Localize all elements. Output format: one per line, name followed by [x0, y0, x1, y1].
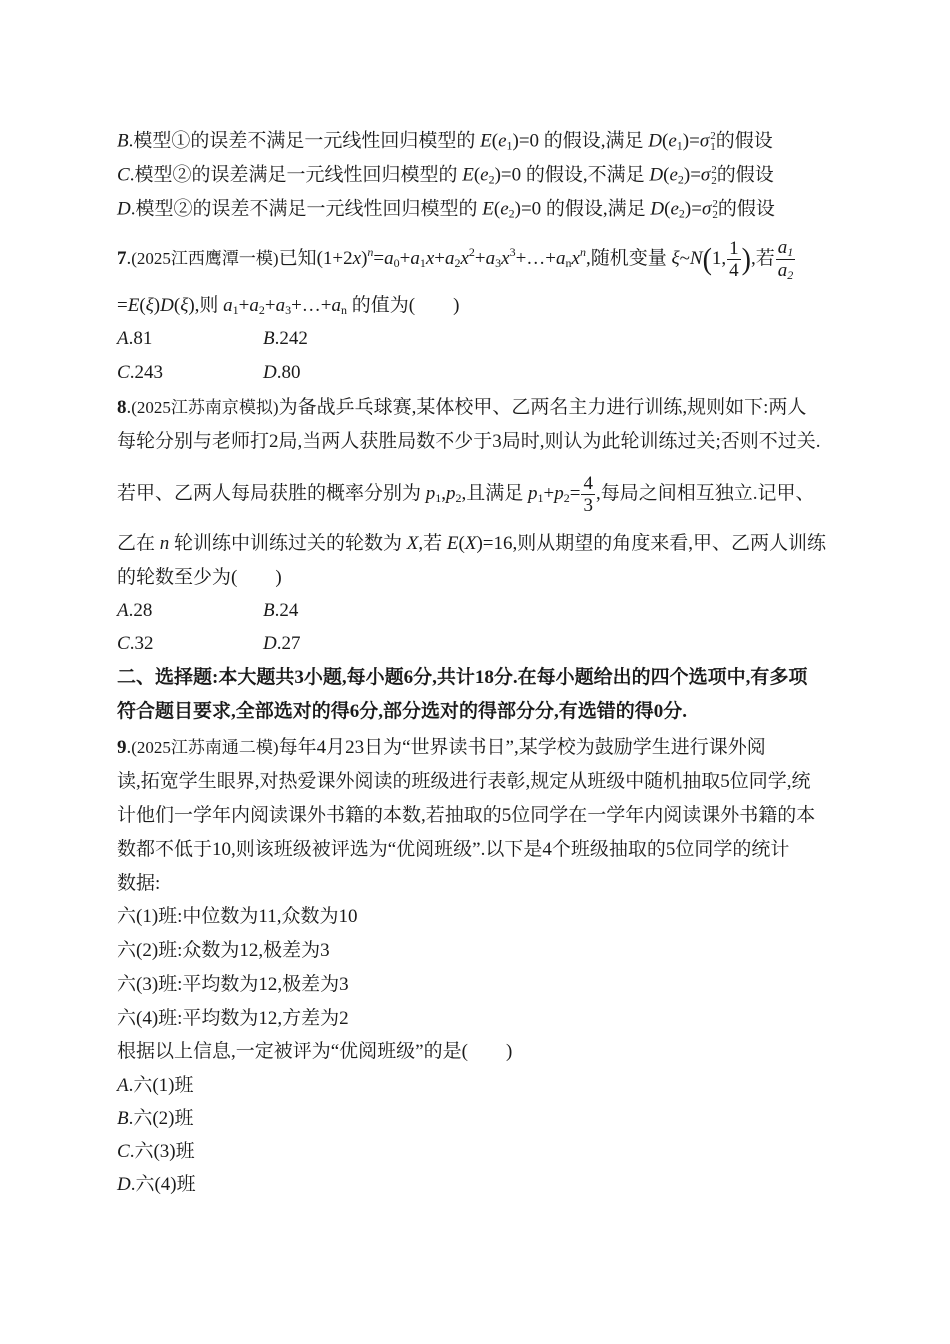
q6-option-b: B.模型①的误差不满足一元线性回归模型的 $E(e_1)=0$ 的假设,满足 $D(e_1)=\sigma$ 2 1 的假设	[117, 130, 773, 153]
q9-stem-line2: 读,拓宽学生眼界,对热爱课外阅读的班级进行表彰,规定从班级中随机抽取5位同学,统	[117, 771, 811, 792]
q7-number: 7	[117, 247, 127, 269]
q8-stem-line3: 若甲、乙两人每局获胜的概率分别为 $p_1,p_2$,且满足 $p_1+p_2=$ $\frac{4}{3}$ ,每局之间相互独立.记甲、	[117, 473, 815, 516]
q7-stem-line2: =E(ξ)D(ξ),则 $a_1+a_2+a_3+\dots+a_n$ 的值为( )	[117, 295, 460, 317]
q8-number: 8	[117, 397, 127, 418]
q9-stem-line3: 计他们一学年内阅读课外书籍的本数,若抽取的5位同学在一学年内阅读课外书籍的本	[117, 805, 816, 826]
q9-data-class3: 六(3)班:平均数为12,极差为3	[117, 974, 349, 995]
section2-heading-line1: 二、选择题:本大题共3小题,每小题6分,共计18分.在每小题给出的四个选项中,有多项	[117, 667, 808, 688]
q8-option-c: C.32	[117, 633, 154, 654]
q9-source: (2025江苏南通二模)	[131, 738, 279, 757]
q8-source: (2025江苏南京模拟)	[131, 398, 279, 417]
q9-number: 9	[117, 737, 127, 758]
q9-option-a: A.六(1)班	[117, 1075, 194, 1096]
q8-stem-line1: 8.(2025江苏南京模拟)为备战乒乓球赛,某体校甲、乙两名主力进行训练,规则如下:两人	[117, 397, 807, 418]
q8-option-b: B.24	[263, 600, 299, 621]
q6-option-c: C.模型②的误差满足一元线性回归模型的 $E(e_2)=0$ 的假设,不满足 $D(e_2)=\sigma$ 2 2 的假设	[117, 164, 774, 187]
q9-stem-line4: 数都不低于10,则该班级被评选为“优阅班级”.以下是4个班级抽取的5位同学的统计	[117, 839, 790, 860]
q8-stem-line5: 的轮数至少为( )	[117, 567, 282, 588]
q7-option-b: B.242	[263, 328, 308, 349]
q8-option-a: A.28	[117, 600, 153, 621]
q9-option-d: D.六(4)班	[117, 1174, 196, 1195]
q8-option-d: D.27	[263, 633, 301, 654]
q7-option-c: C.243	[117, 362, 163, 383]
q9-question: 根据以上信息,一定被评为“优阅班级”的是( )	[117, 1041, 513, 1062]
q8-stem-line4: 乙在 n 轮训练中训练过关的轮数为 X,若 E(X)=16,则从期望的角度来看,甲、乙两人训练	[117, 533, 826, 554]
q7-option-d: D.80	[263, 362, 301, 383]
q6-option-d: D.模型②的误差不满足一元线性回归模型的 $E(e_2)=0$ 的假设,满足 $D(e_2)=\sigma$ 2 2 的假设	[117, 198, 775, 221]
section2-heading-line2: 符合题目要求,全部选对的得6分,部分选对的得部分分,有选错的得0分.	[117, 701, 688, 722]
q9-stem-line1: 9.(2025江苏南通二模)每年4月23日为“世界读书日”,某学校为鼓励学生进行课外阅	[117, 737, 766, 758]
q7-source: (2025江西鹰潭一模)	[131, 248, 279, 268]
q9-stem-line5: 数据:	[117, 873, 161, 894]
q9-option-c: C.六(3)班	[117, 1141, 195, 1162]
q9-data-class2: 六(2)班:众数为12,极差为3	[117, 940, 330, 961]
q7-stem-line1: 7.(2025江西鹰潭一模)已知$(1+2x)^n=a_0+a_1x+a_2x^2+a_3x^3+\dots+a_nx^n$,随机变量 ξ~N(1, $\frac{1}{4}$ ),若 $\frac{a_1}{a_2}$	[117, 237, 794, 282]
q9-data-class4: 六(4)班:平均数为12,方差为2	[117, 1008, 349, 1029]
q9-data-class1: 六(1)班:中位数为11,众数为10	[117, 906, 358, 927]
q7-option-a: A.81	[117, 328, 153, 349]
q9-option-b: B.六(2)班	[117, 1108, 194, 1129]
q8-stem-line2: 每轮分别与老师打2局,当两人获胜局数不少于3局时,则认为此轮训练过关;否则不过关.	[117, 431, 821, 452]
